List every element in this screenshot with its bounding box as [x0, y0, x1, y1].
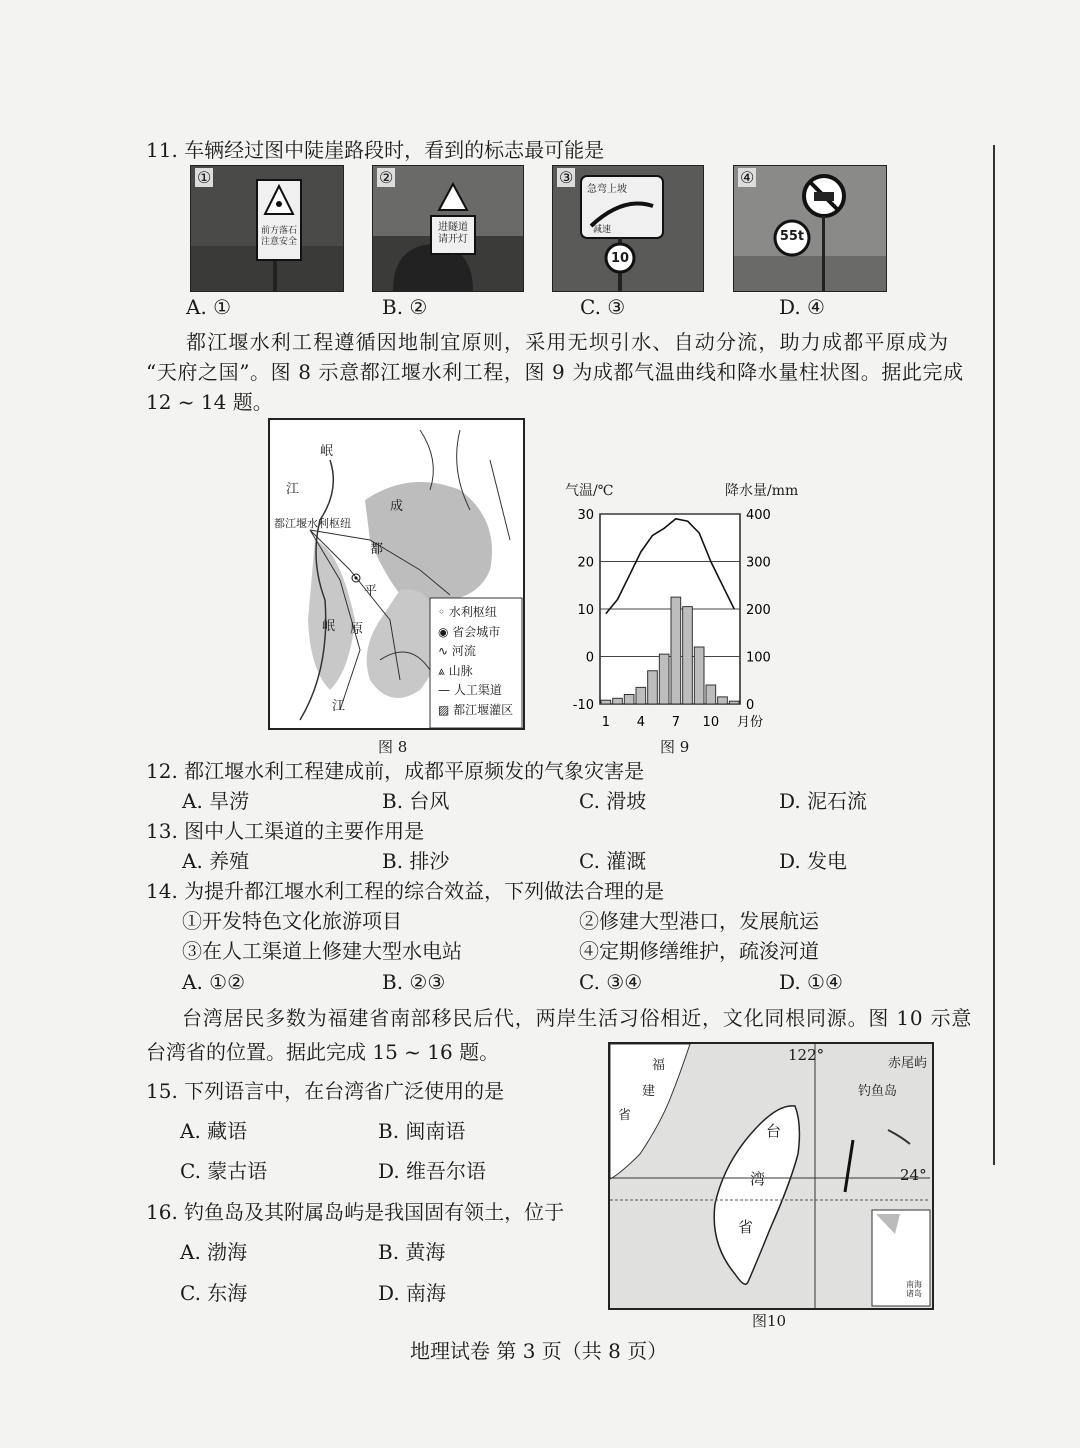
figure-10-caption: 图10 [752, 1312, 787, 1330]
precipitation-bar [683, 607, 693, 704]
q16-option-d: D. 南海 [378, 1281, 447, 1305]
weight-limit-sign-icon [734, 166, 886, 291]
q13-option-a: A. 养殖 [182, 849, 250, 873]
q11-stem: 11. 车辆经过图中陡崖路段时，看到的标志最可能是 [146, 138, 605, 162]
legend-item: ◦ 水利枢纽 [438, 605, 497, 619]
y-left-tick-label: 20 [577, 555, 594, 571]
q15-stem: 15. 下列语言中，在台湾省广泛使用的是 [146, 1079, 505, 1103]
q14-item-4: ④定期修缮维护，疏浚河道 [579, 939, 819, 963]
q14-item-2: ②修建大型港口，发展航运 [579, 909, 819, 933]
q15-option-d: D. 维吾尔语 [378, 1159, 487, 1183]
q12-stem: 12. 都江堰水利工程建成前，成都平原频发的气象灾害是 [146, 759, 645, 783]
label-jiang-2: 江 [332, 699, 346, 714]
q14-option-c: C. ③④ [579, 970, 643, 994]
q11-option-d: D. ④ [779, 295, 825, 319]
photo-1 [190, 165, 344, 292]
sharp-curve-sign-icon [553, 166, 703, 291]
q15-option-b: B. 闽南语 [378, 1119, 466, 1143]
longitude-label: 122° [788, 1046, 825, 1064]
photo-3 [552, 165, 704, 292]
figure-9-chart [565, 478, 825, 738]
precipitation-bar [648, 671, 658, 704]
q11-option-b: B. ② [382, 295, 428, 319]
label-fu: 福 [652, 1058, 666, 1073]
q14-item-1: ①开发特色文化旅游项目 [182, 909, 402, 933]
legend-item: ▨ 都江堰灌区 [438, 702, 514, 717]
q16-option-a: A. 渤海 [180, 1240, 248, 1264]
q13-option-b: B. 排沙 [382, 849, 450, 873]
legend-item: ∿ 河流 [438, 644, 476, 658]
q12-option-c: C. 滑坡 [579, 789, 647, 813]
label-sheng-2: 省 [738, 1218, 754, 1236]
x-tick-label: 4 [636, 715, 645, 730]
label-tai: 台 [766, 1122, 782, 1140]
passage1-line2: “天府之国”。图 8 示意都江堰水利工程，图 9 为成都气温曲线和降水量柱状图。据此完成 [146, 360, 964, 384]
legend-item: ◉ 省会城市 [438, 624, 501, 639]
sign-text: 进隧道 请开灯 [438, 222, 468, 245]
q16-option-c: C. 东海 [180, 1281, 248, 1305]
sign-text-bottom: 减速 [593, 225, 612, 235]
label-cheng: 成 [390, 499, 404, 514]
sign-text: 前方落石 注意安全 [260, 226, 297, 247]
precipitation-bar [718, 697, 728, 704]
precipitation-bar [694, 647, 704, 704]
precipitation-bar [659, 654, 669, 704]
x-tick-label: 10 [702, 715, 720, 730]
y-right-tick-label: 0 [746, 698, 755, 713]
label-yuan: 原 [350, 622, 364, 637]
weight-limit: 55t [779, 229, 805, 244]
photo-2 [372, 165, 524, 292]
speed-limit: 10 [610, 251, 630, 266]
right-axis-title: 降水量/mm [725, 483, 799, 499]
q14-option-b: B. ②③ [382, 970, 446, 994]
q14-option-a: A. ①② [182, 970, 246, 994]
left-axis-title: 气温/℃ [565, 483, 614, 499]
label-du: 都 [370, 542, 384, 557]
q13-option-d: D. 发电 [779, 849, 848, 873]
q16-stem: 16. 钓鱼岛及其附属岛屿是我国固有领土，位于 [146, 1200, 565, 1224]
passage1-line1: 都江堰水利工程遵循因地制宜原则，采用无坝引水、自动分流，助力成都平原成为 [186, 330, 950, 354]
figure-10-map [608, 1042, 934, 1310]
photo-4 [733, 165, 887, 292]
label-min-2: 岷 [322, 619, 336, 634]
precipitation-bar [636, 687, 646, 704]
precipitation-bar [729, 701, 739, 704]
photo-number: ④ [740, 168, 755, 187]
precipitation-bar [671, 597, 681, 704]
y-left-tick-label: -10 [572, 698, 594, 713]
label-ping: 平 [364, 584, 378, 599]
q12-option-a: A. 旱涝 [182, 789, 250, 813]
latitude-label: 24° [900, 1166, 927, 1184]
x-tick-label: 7 [671, 715, 680, 730]
legend-item: ⩓ 山脉 [438, 663, 473, 678]
label-jian: 建 [642, 1084, 656, 1099]
passage1-line3: 12 ~ 14 题。 [146, 390, 273, 414]
q13-option-c: C. 灌溉 [579, 849, 647, 873]
figure-9-caption: 图 9 [660, 738, 690, 756]
q15-option-a: A. 藏语 [180, 1119, 248, 1143]
figure-8-map [268, 418, 525, 730]
precipitation-bar [624, 695, 634, 705]
y-left-tick-label: 0 [585, 650, 594, 666]
legend-item: — 人工渠道 [438, 683, 502, 697]
label-nanhai: 南海 诸岛 [906, 1280, 922, 1298]
passage2-line2: 台湾省的位置。据此完成 15 ~ 16 题。 [146, 1040, 500, 1064]
q16-option-b: B. 黄海 [378, 1240, 446, 1264]
y-right-tick-label: 300 [746, 555, 771, 571]
photo-number: ① [197, 168, 212, 187]
margin-line [993, 145, 995, 1165]
map-legend [438, 603, 513, 720]
q12-option-b: B. 台风 [382, 789, 450, 813]
y-left-tick-label: 30 [577, 508, 594, 523]
sign-text-top: 急弯上坡 [587, 184, 627, 195]
precipitation-bar [706, 685, 716, 704]
q13-stem: 13. 图中人工渠道的主要作用是 [146, 819, 425, 843]
label-jiang: 江 [286, 482, 300, 497]
q12-option-d: D. 泥石流 [779, 789, 868, 813]
photo-number: ② [379, 168, 394, 187]
q11-option-a: A. ① [186, 295, 232, 319]
y-right-tick-label: 100 [746, 650, 771, 666]
y-right-tick-label: 400 [746, 508, 771, 523]
label-hub: 都江堰水利枢纽 [274, 517, 351, 530]
climate-plot [565, 478, 825, 738]
label-chiwei: 赤尾屿 [888, 1056, 928, 1071]
label-sheng: 省 [618, 1108, 632, 1123]
label-wan: 湾 [750, 1170, 766, 1188]
q11-option-c: C. ③ [580, 295, 626, 319]
q14-option-d: D. ①④ [779, 970, 843, 994]
precipitation-bar [601, 700, 611, 704]
y-right-tick-label: 200 [746, 603, 771, 618]
x-tick-label: 1 [601, 715, 610, 730]
q14-item-3: ③在人工渠道上修建大型水电站 [182, 939, 462, 963]
figure-8-caption: 图 8 [378, 738, 408, 756]
label-min: 岷 [320, 444, 334, 459]
precipitation-bar [613, 698, 623, 704]
passage2-line1: 台湾居民多数为福建省南部移民后代，两岸生活习俗相近，文化同根同源。图 10 示意 [182, 1006, 973, 1030]
y-left-tick-label: 10 [577, 603, 594, 618]
page-footer: 地理试卷 第 3 页（共 8 页） [410, 1339, 668, 1363]
x-axis-unit-label: 月份 [736, 715, 764, 730]
photo-number: ③ [559, 168, 574, 187]
q14-stem: 14. 为提升都江堰水利工程的综合效益，下列做法合理的是 [146, 879, 665, 903]
q15-option-c: C. 蒙古语 [180, 1159, 268, 1183]
label-diaoyu: 钓鱼岛 [858, 1084, 898, 1099]
